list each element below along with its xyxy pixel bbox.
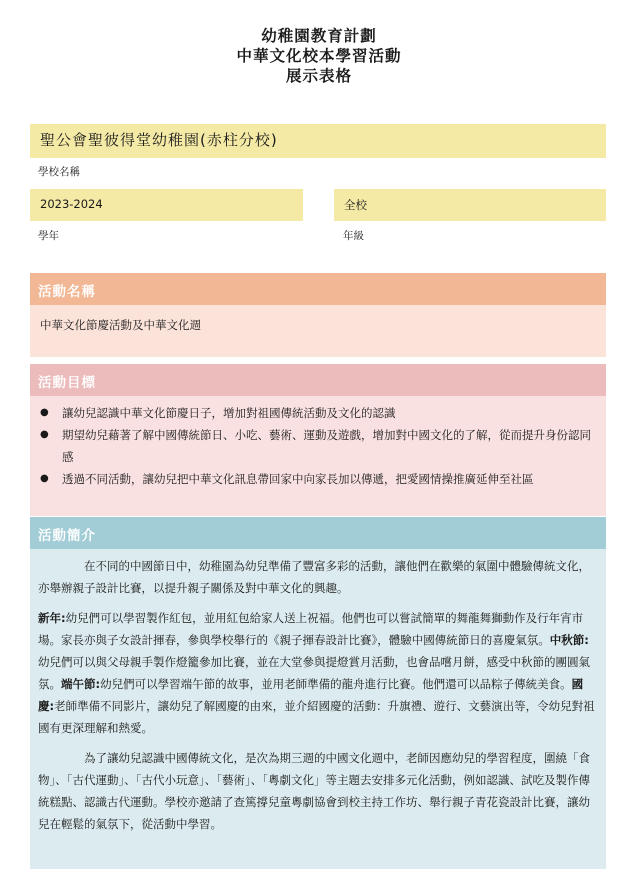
school-year-label: 學年	[38, 230, 59, 242]
dragon-boat-label: 端午節:	[61, 677, 101, 691]
activity-name-value: 中華文化節慶活動及中華文化週	[30, 305, 606, 357]
mid-autumn-label: 中秋節:	[549, 633, 589, 647]
list-item	[40, 468, 596, 490]
document-title	[0, 26, 638, 86]
intro-paragraph-2	[38, 607, 598, 739]
intro-heading: 活動簡介	[30, 517, 606, 549]
new-year-text: 幼兒們可以學習製作紅包，並用紅包給家人送上祝福。他們也可以嘗試簡單的舞龍舞獅動作及行年宵市場。家長亦與子女設計揮春，參與學校舉行的《親子揮春設計比賽》，體驗中國傳統節日的喜慶氣氛。	[38, 611, 584, 647]
title-line-3: 展示表格	[285, 67, 352, 85]
objective-text: 期望幼兒藉著了解中國傳統節日、小吃、藝術、運動及遊戲，增加對中國文化的了解，從而提升身份認同感	[62, 428, 591, 464]
grade-label: 年級	[343, 230, 364, 242]
objective-text: 讓幼兒認識中華文化節慶日子，增加對祖國傳統活動及文化的認識	[62, 406, 396, 420]
national-day-label: 國慶:	[38, 677, 584, 713]
school-year-field: 2023-2024	[30, 189, 303, 221]
bullet-icon: ●	[40, 407, 49, 418]
title-line-2: 中華文化校本學習活動	[236, 47, 402, 65]
grade-field: 全校	[334, 189, 606, 221]
bullet-icon: ●	[40, 429, 49, 440]
dragon-boat-text: 幼兒們可以學習端午節的故事，並用老師準備的龍舟進行比賽。他們還可以品粽子傳統美食。	[100, 677, 572, 691]
activity-name-heading: 活動名稱	[30, 273, 606, 305]
intro-paragraph-3: 為了讓幼兒認識中國傳統文化，是次為期三週的中國文化週中，老師因應幼兒的學習程度，圍繞「食物」、「古代運動」、「古代小玩意」、「藝術」、「粵劇文化」等主題去安排多元化活動，例如認識、試吃及製作傳統糕點、認識古代運動。學校亦邀請了查篤撐兒童粵劇協會到校主持工作坊、舉行親子青花瓷設計比賽，讓幼兒在輕鬆的氣氛下，從活動中學習。	[38, 751, 590, 831]
school-name-field: 聖公會聖彼得堂幼稚園(赤柱分校)	[30, 124, 606, 158]
objective-text: 透過不同活動，讓幼兒把中華文化訊息帶回家中向家長加以傳遞，把愛國情操推廣延伸至社區	[62, 472, 534, 486]
objectives-heading: 活動目標	[30, 364, 606, 396]
intro-paragraph-1: 在不同的中國節日中，幼稚園為幼兒準備了豐富多彩的活動，讓他們在歡樂的氣圍中體驗傳統文化，亦舉辦親子設計比賽，以提升親子關係及對中華文化的興趣。	[38, 559, 590, 595]
list-item	[40, 424, 596, 468]
objectives-list	[30, 396, 606, 516]
title-line-1: 幼稚園教育計劃	[261, 27, 377, 45]
bullet-icon: ●	[40, 473, 49, 484]
intro-body	[30, 549, 606, 869]
school-name-label: 學校名稱	[38, 166, 80, 178]
new-year-label: 新年:	[38, 611, 66, 625]
mid-autumn-text: 幼兒們可以與父母親手製作燈籠參加比賽，並在大堂參與提燈賞月活動，也會品嚐月餅，感受中秋節的團圓氣氛。	[38, 655, 590, 691]
list-item	[40, 402, 596, 424]
national-day-text: 老師準備不同影片，讓幼兒了解國慶的由來，並介紹國慶的活動：升旗禮、遊行、文藝演出等，令幼兒對祖國有更深理解和熱愛。	[38, 699, 595, 735]
